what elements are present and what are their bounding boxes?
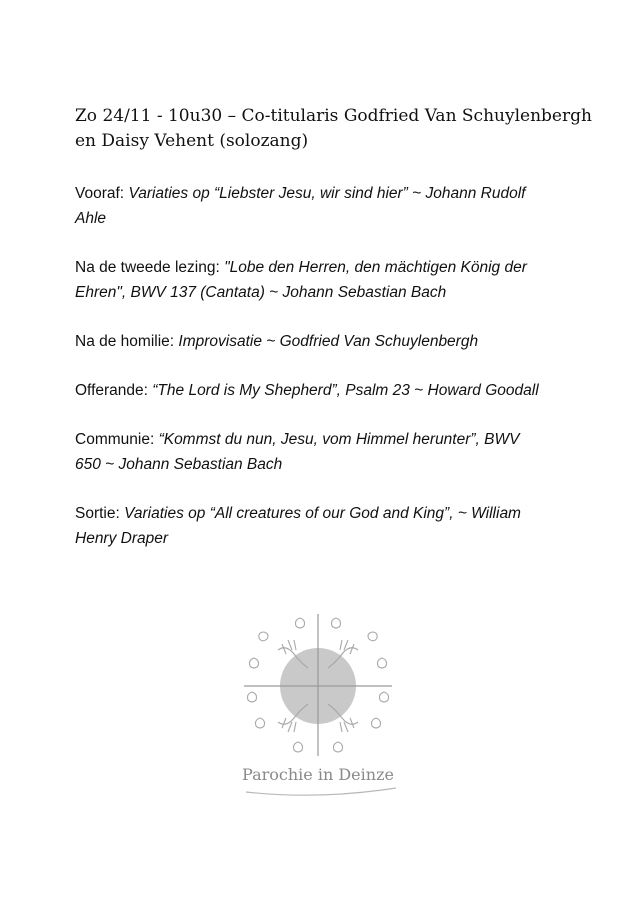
- program-item-title-cont: Henry Draper: [75, 530, 169, 547]
- program-item-title: "Lobe den Herren, den mächtigen König der: [224, 259, 527, 276]
- program-item-vooraf: [75, 181, 585, 231]
- program-item-title: Variaties op “All creatures of our God and King”, ~ William: [124, 505, 521, 522]
- program-item-title-cont: Ahle: [75, 210, 107, 227]
- parish-logo-text: Parochie in Deinze: [242, 765, 394, 784]
- program-item-label: Offerande:: [75, 382, 153, 399]
- program-item-title: Variaties op “Liebster Jesu, wir sind hier” ~ Johann Rudolf: [128, 185, 526, 202]
- program-item-title: “The Lord is My Shepherd”, Psalm 23 ~ Howard Goodall: [152, 382, 539, 399]
- program-item-tweede-lezing: [75, 255, 585, 305]
- heading-line-2: en Daisy Vehent (solozang): [75, 131, 309, 151]
- program-item-label: Vooraf:: [75, 185, 129, 202]
- service-heading: [75, 104, 595, 154]
- program-item-title: “Kommst du nun, Jesu, vom Himmel herunter”, BWV: [158, 431, 520, 448]
- program-item-sortie: [75, 501, 585, 551]
- program-item-homilie: [75, 329, 585, 354]
- program-item-title: Improvisatie ~ Godfried Van Schuylenbergh: [178, 333, 479, 350]
- program-item-label: Na de homilie:: [75, 333, 179, 350]
- program-item-communie: [75, 427, 585, 477]
- heading-line-1: Zo 24/11 - 10u30 – Co-titularis Godfried Van Schuylenbergh: [75, 106, 592, 126]
- program-item-title-cont: 650 ~ Johann Sebastian Bach: [75, 456, 283, 473]
- program-item-offerande: [75, 378, 585, 403]
- program-item-title-cont: Ehren", BWV 137 (Cantata) ~ Johann Sebastian Bach: [75, 284, 447, 301]
- program-item-label: Communie:: [75, 431, 159, 448]
- program-item-label: Sortie:: [75, 505, 125, 522]
- program-item-label: Na de tweede lezing:: [75, 259, 225, 276]
- music-program: [75, 181, 585, 575]
- logo-swoosh: [246, 788, 396, 795]
